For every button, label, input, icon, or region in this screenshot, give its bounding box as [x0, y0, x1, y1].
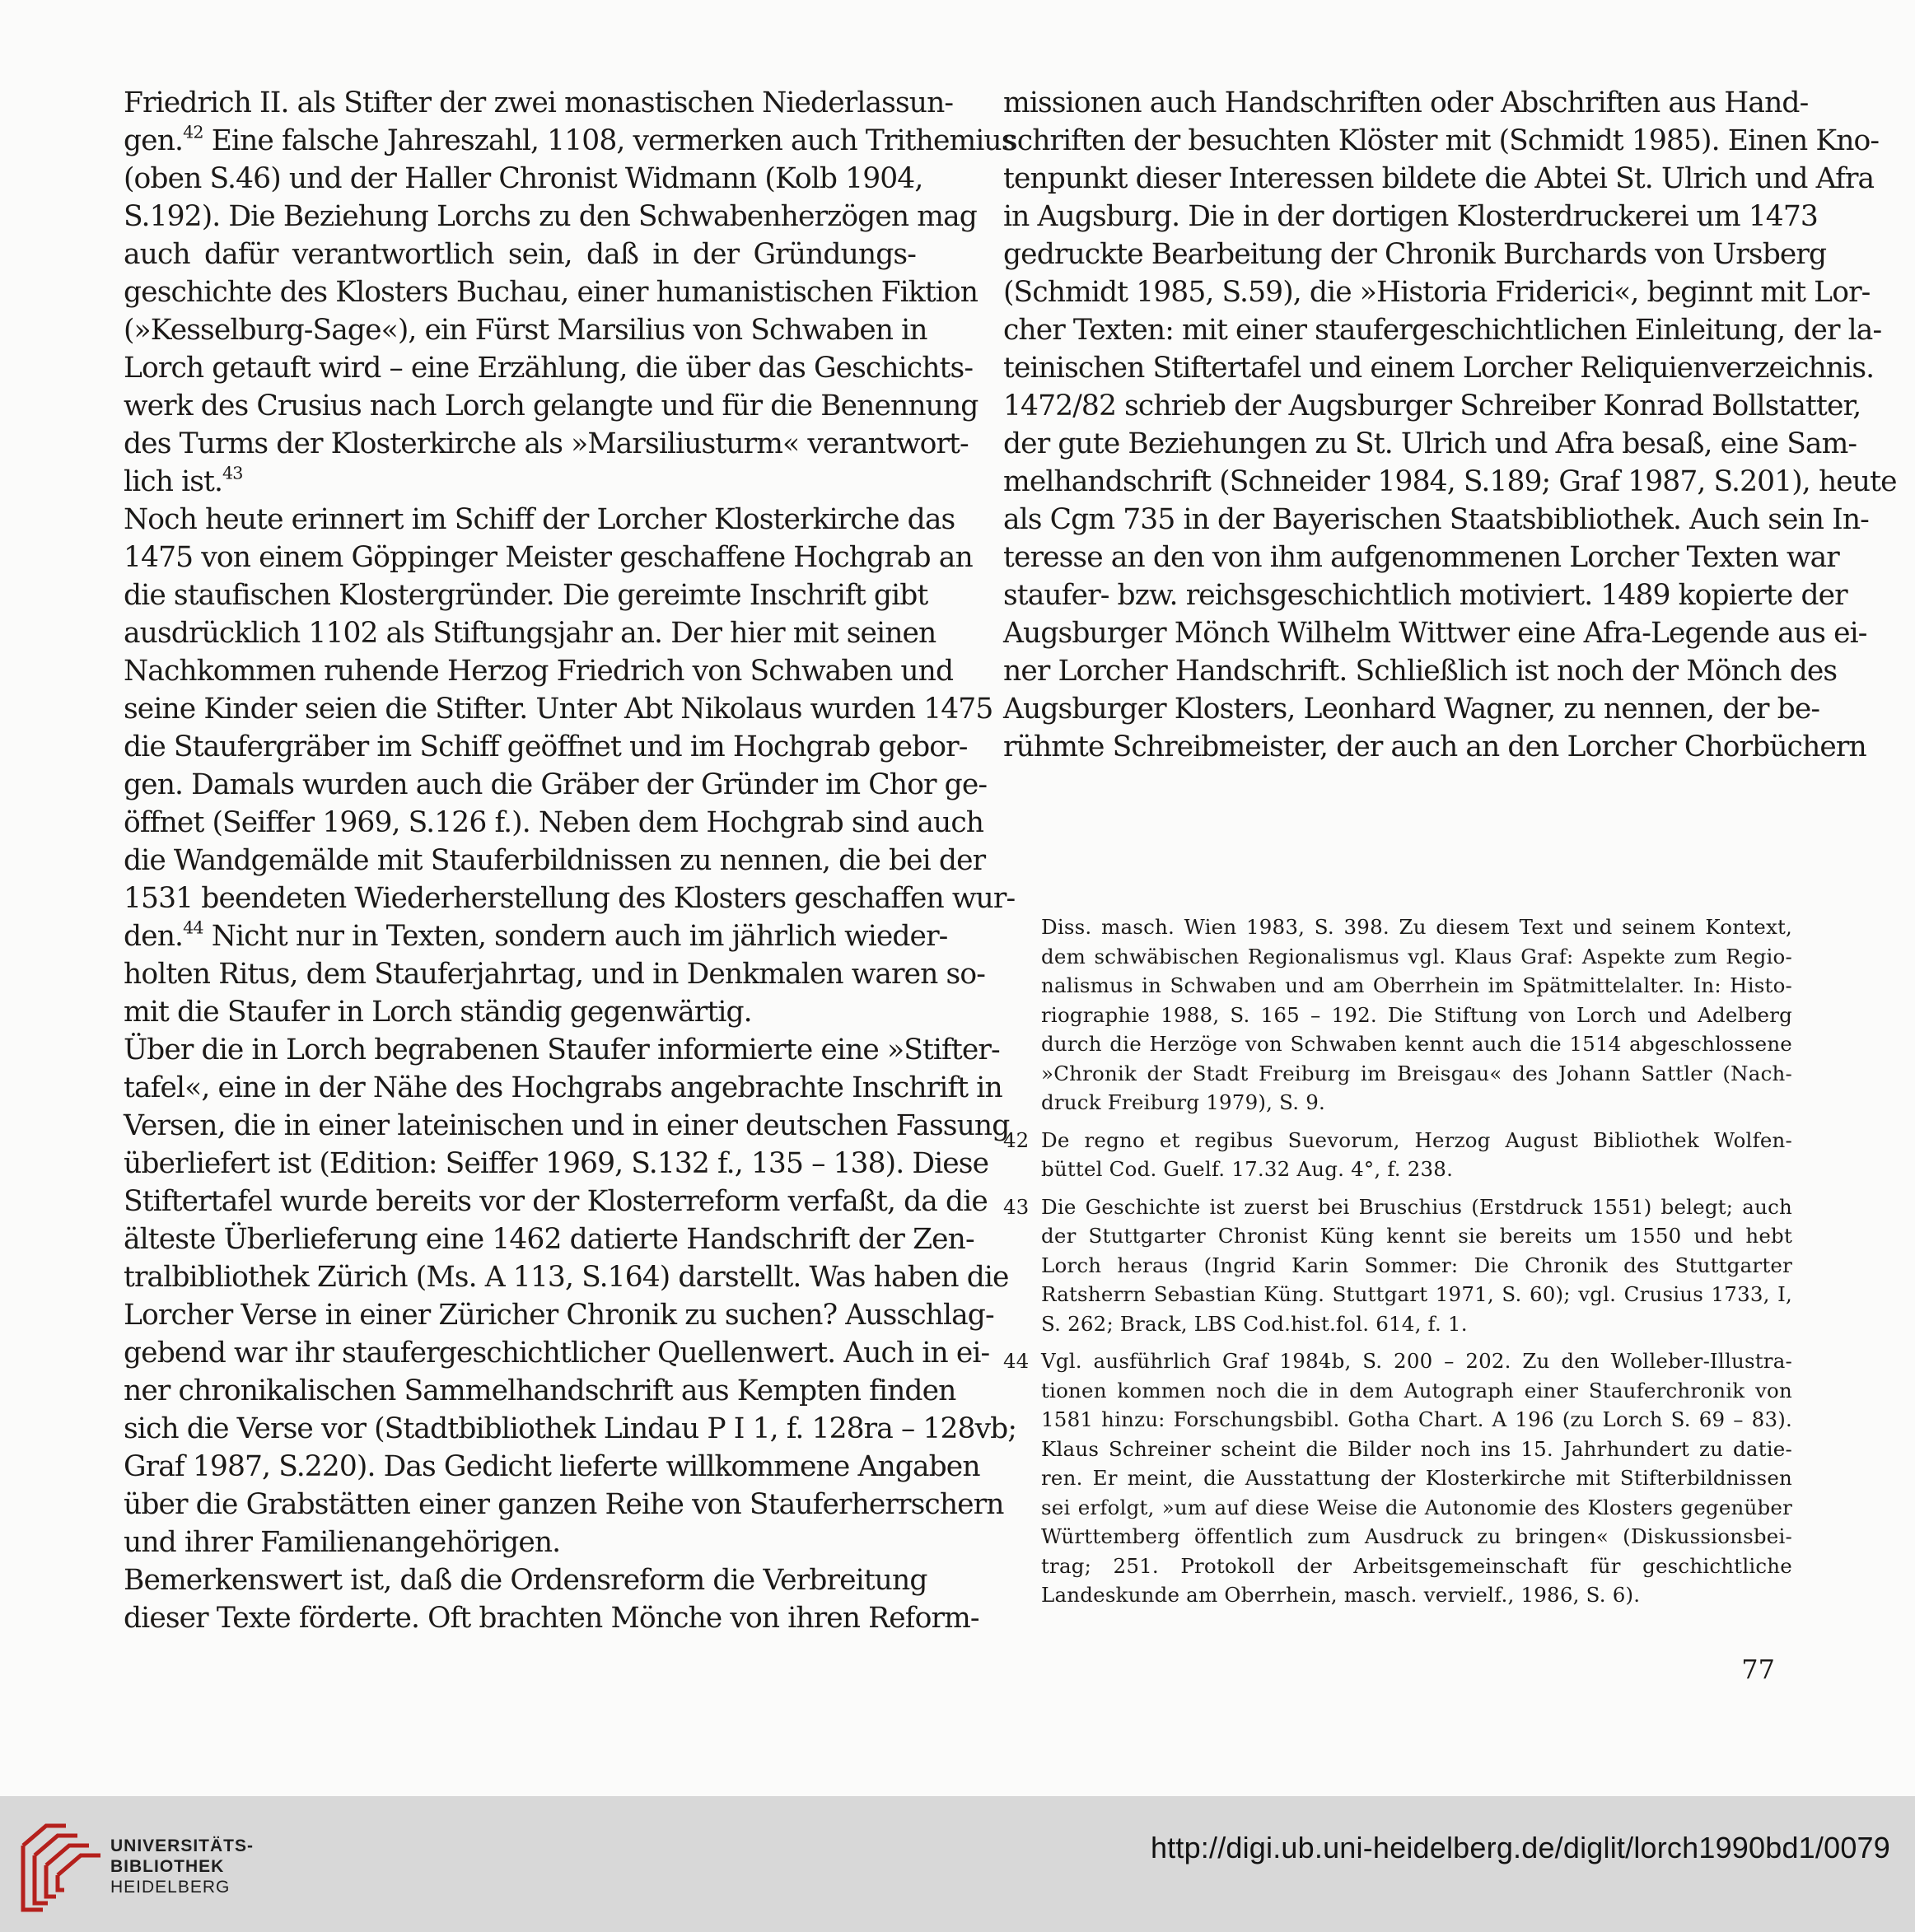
text-line: mit die Staufer in Lorch ständig gegenwärtig.: [124, 996, 752, 1029]
text-line: Graf 1987, S.220). Das Gedicht lieferte willkommene Angaben: [124, 1450, 980, 1483]
text-line: die staufischen Klostergründer. Die gereimte Inschrift gibt: [124, 579, 928, 612]
text-line: 1472/82 schrieb der Augsburger Schreiber Konrad Bollstatter,: [1003, 390, 1861, 422]
text-line: Noch heute erinnert im Schiff der Lorcher Klosterkirche das: [124, 503, 955, 536]
footnote-line: büttel Cod. Guelf. 17.32 Aug. 4°, f. 238.: [1041, 1157, 1454, 1181]
footnote-reference[interactable]: 44: [183, 917, 203, 938]
text-line: S.192). Die Beziehung Lorchs zu den Schwabenherzögen mag: [124, 200, 977, 233]
text-line: Stiftertafel wurde bereits vor der Klosterreform verfaßt, da die: [124, 1185, 988, 1218]
footnote-line: S. 262; Brack, LBS Cod.hist.fol. 614, f. 1.: [1041, 1311, 1468, 1336]
text-line: tenpunkt dieser Interessen bildete die Abtei St. Ulrich und Afra: [1003, 162, 1875, 195]
text-line: tralbibliothek Zürich (Ms. A 113, S.164) darstellt. Was haben die: [124, 1261, 1009, 1294]
footnote-reference[interactable]: 42: [183, 122, 203, 142]
footnote-line: ren. Er meint, die Ausstattung der Klosterkirche mit Stifterbildnissen: [1041, 1466, 1792, 1490]
text-line: gebend war ihr staufergeschichtlicher Quellenwert. Auch in ei-: [124, 1337, 990, 1370]
text-line: öffnet (Seiffer 1969, S.126 f.). Neben dem Hochgrab sind auch: [124, 806, 984, 839]
text-line: (Schmidt 1985, S.59), die »Historia Friderici«, beginnt mit Lor-: [1003, 276, 1871, 309]
library-name-line2: BIBLIOTHEK: [110, 1857, 225, 1876]
footnote-line: De regno et regibus Suevorum, Herzog August Bibliothek Wolfen-: [1041, 1127, 1792, 1152]
footnote-reference[interactable]: 43: [222, 463, 243, 483]
footnote: [1003, 1126, 1792, 1184]
page-number: 77: [1741, 1654, 1775, 1685]
text-line: überliefert ist (Edition: Seiffer 1969, S.132 f., 135 – 138). Diese: [124, 1147, 989, 1180]
text-line: tafel«, eine in der Nähe des Hochgrabs angebrachte Inschrift in: [124, 1071, 1002, 1104]
text-line: als Cgm 735 in der Bayerischen Staatsbibliothek. Auch sein In-: [1003, 503, 1869, 536]
footnote-line: Landeskunde am Oberrhein, masch. vervielf., 1986, S. 6).: [1041, 1583, 1641, 1607]
text-line: holten Ritus, dem Stauferjahrtag, und in Denkmalen waren so-: [124, 958, 985, 991]
footnotes-section: [1003, 912, 1792, 1610]
text-line: und ihrer Familienangehörigen.: [124, 1526, 561, 1559]
text-line: der gute Beziehungen zu St. Ulrich und Afra besaß, eine Sam-: [1003, 427, 1857, 460]
footnote-line: riographie 1988, S. 165 – 192. Die Stiftung von Lorch und Adelberg: [1041, 1002, 1792, 1027]
text-line: melhandschrift (Schneider 1984, S.189; Graf 1987, S.201), heute: [1003, 465, 1897, 498]
text-line: auch dafür verantwortlich sein, daß in der Gründungs-: [124, 238, 916, 271]
footnote: [1003, 1346, 1792, 1610]
text-line: des Turms der Klosterkirche als »Marsiliusturm« verantwort-: [124, 427, 969, 460]
footnote-line: Die Geschichte ist zuerst bei Bruschius (Erstdruck 1551) belegt; auch: [1041, 1194, 1792, 1219]
footer-bar: [0, 1796, 1915, 1932]
text-line: gen. Damals wurden auch die Gräber der Gründer im Chor ge-: [124, 768, 988, 801]
left-text-column: [124, 84, 1017, 1637]
text-line: seine Kinder seien die Stifter. Unter Abt Nikolaus wurden 1475: [124, 693, 993, 726]
text-line: Versen, die in einer lateinischen und in einer deutschen Fassung: [124, 1109, 1010, 1142]
footnote: [1003, 912, 1792, 1118]
text-line: 1475 von einem Göppinger Meister geschaffene Hochgrab an: [124, 541, 973, 574]
text-line: schriften der besuchten Klöster mit (Schmidt 1985). Einen Kno-: [1003, 124, 1880, 157]
text-line: in Augsburg. Die in der dortigen Klosterdruckerei um 1473: [1003, 200, 1818, 233]
footnote-number: 42: [1003, 1127, 1030, 1152]
footnote-line: Württemberg öffentlich zum Ausdruck zu bringen« (Diskussionsbei-: [1041, 1524, 1792, 1548]
text-line: Bemerkenswert ist, daß die Ordensreform die Verbreitung: [124, 1564, 927, 1597]
text-line: (»Kesselburg-Sage«), ein Fürst Marsilius von Schwaben in: [124, 314, 927, 347]
footnote-line: der Stuttgarter Chronist Küng kennt sie bereits um 1550 und hebt: [1041, 1224, 1792, 1248]
text-line: rühmte Schreibmeister, der auch an den Lorcher Chorbüchern: [1003, 730, 1866, 763]
text-line: Nachkommen ruhende Herzog Friedrich von Schwaben und: [124, 655, 954, 688]
footnote-line: druck Freiburg 1979), S. 9.: [1041, 1090, 1325, 1114]
permalink-url[interactable]: http://digi.ub.uni-heidelberg.de/diglit/lorch1990bd1/0079: [1150, 1831, 1890, 1864]
footnote-line: »Chronik der Stadt Freiburg im Breisgau« des Johann Sattler (Nach-: [1041, 1061, 1792, 1085]
text-line: sich die Verse vor (Stadtbibliothek Lindau P I 1, f. 128ra – 128vb;: [124, 1412, 1017, 1445]
footnote-number: 44: [1003, 1349, 1030, 1373]
right-text-column: [1003, 84, 1897, 766]
text-line: geschichte des Klosters Buchau, einer humanistischen Fiktion: [124, 276, 979, 309]
footnote-line: nalismus in Schwaben und am Oberrhein im Spätmittelalter. In: Histo-: [1041, 973, 1792, 997]
text-line: Augsburger Mönch Wilhelm Wittwer eine Afra-Legende aus ei-: [1003, 617, 1867, 650]
text-line: die Wandgemälde mit Stauferbildnissen zu nennen, die bei der: [124, 844, 986, 877]
footnote-line: Ratsherrn Sebastian Küng. Stuttgart 1971, S. 60); vgl. Crusius 1733, I,: [1041, 1282, 1792, 1306]
text-line: Augsburger Klosters, Leonhard Wagner, zu nennen, der be-: [1003, 693, 1820, 726]
text-line: gen.$^{42}$ Eine falsche Jahreszahl, 1108, vermerken auch Trithemius: [124, 122, 1016, 157]
text-line: werk des Crusius nach Lorch gelangte und für die Benennung: [124, 390, 979, 422]
footnote-line: sei erfolgt, »um auf diese Weise die Autonomie des Klosters gegenüber: [1041, 1495, 1792, 1519]
text-line: staufer- bzw. reichsgeschichtlich motiviert. 1489 kopierte der: [1003, 579, 1847, 612]
library-name: [110, 1836, 254, 1897]
footnote-line: Vgl. ausführlich Graf 1984b, S. 200 – 202. Zu den Wolleber-Illustra-: [1041, 1349, 1792, 1373]
text-line: gedruckte Bearbeitung der Chronik Burchards von Ursberg: [1003, 238, 1827, 271]
footnote-line: Klaus Schreiner scheint die Bilder noch ins 15. Jahrhundert zu datie-: [1041, 1436, 1792, 1461]
footnote-line: trag; 251. Protokoll der Arbeitsgemeinschaft für geschichtliche: [1041, 1553, 1792, 1578]
ub-heidelberg-logo-icon: [18, 1821, 104, 1913]
text-line: (oben S.46) und der Haller Chronist Widmann (Kolb 1904,: [124, 162, 923, 195]
text-line: 1531 beendeten Wiederherstellung des Klosters geschaffen wur-: [124, 882, 1016, 915]
text-line: teinischen Stiftertafel und einem Lorcher Reliquienverzeichnis.: [1003, 352, 1875, 385]
text-line: über die Grabstätten einer ganzen Reihe von Stauferherrschern: [124, 1488, 1004, 1521]
footnote-line: Lorch heraus (Ingrid Karin Sommer: Die Chronik des Stuttgarter: [1041, 1253, 1792, 1277]
text-line: ner Lorcher Handschrift. Schließlich ist noch der Mönch des: [1003, 655, 1838, 688]
text-line: ner chronikalischen Sammelhandschrift aus Kempten finden: [124, 1374, 956, 1407]
text-line: missionen auch Handschriften oder Abschriften aus Hand-: [1003, 86, 1809, 119]
footnote-line: durch die Herzöge von Schwaben kennt auch die 1514 abgeschlossene: [1041, 1032, 1792, 1056]
footnote-line: dem schwäbischen Regionalismus vgl. Klaus Graf: Aspekte zum Regio-: [1041, 944, 1792, 968]
text-line: Friedrich II. als Stifter der zwei monastischen Niederlassun-: [124, 86, 954, 119]
library-name-line1: UNIVERSITÄTS-: [110, 1836, 255, 1855]
footnote-line: 1581 hinzu: Forschungsbibl. Gotha Chart. A 196 (zu Lorch S. 69 – 83).: [1041, 1407, 1792, 1431]
library-name-line3: HEIDELBERG: [110, 1878, 231, 1897]
text-line: Lorch getauft wird – eine Erzählung, die über das Geschichts-: [124, 352, 974, 385]
footnote: [1003, 1192, 1792, 1339]
text-line: Lorcher Verse in einer Züricher Chronik zu suchen? Ausschlag-: [124, 1299, 994, 1332]
footnote-number: 43: [1003, 1194, 1030, 1219]
text-line: Über die in Lorch begrabenen Staufer informierte eine »Stifter-: [124, 1034, 1000, 1066]
text-line: lich ist.$^{43}$: [124, 463, 243, 498]
text-line: cher Texten: mit einer staufergeschichtlichen Einleitung, der la-: [1003, 314, 1882, 347]
text-line: ausdrücklich 1102 als Stiftungsjahr an. Der hier mit seinen: [124, 617, 936, 650]
text-line: den.$^{44}$ Nicht nur in Texten, sondern auch im jährlich wieder-: [124, 917, 948, 953]
text-line: dieser Texte förderte. Oft brachten Mönche von ihren Reform-: [124, 1602, 979, 1635]
footnote-line: tionen kommen noch die in dem Autograph einer Stauferchronik von: [1041, 1378, 1792, 1402]
footnote-line: Diss. masch. Wien 1983, S. 398. Zu diesem Text und seinem Kontext,: [1041, 915, 1792, 939]
text-line: älteste Überlieferung eine 1462 datierte Handschrift der Zen-: [124, 1223, 974, 1256]
text-line: die Staufergräber im Schiff geöffnet und im Hochgrab gebor-: [124, 730, 968, 763]
text-line: teresse an den von ihm aufgenommenen Lorcher Texten war: [1003, 541, 1839, 574]
